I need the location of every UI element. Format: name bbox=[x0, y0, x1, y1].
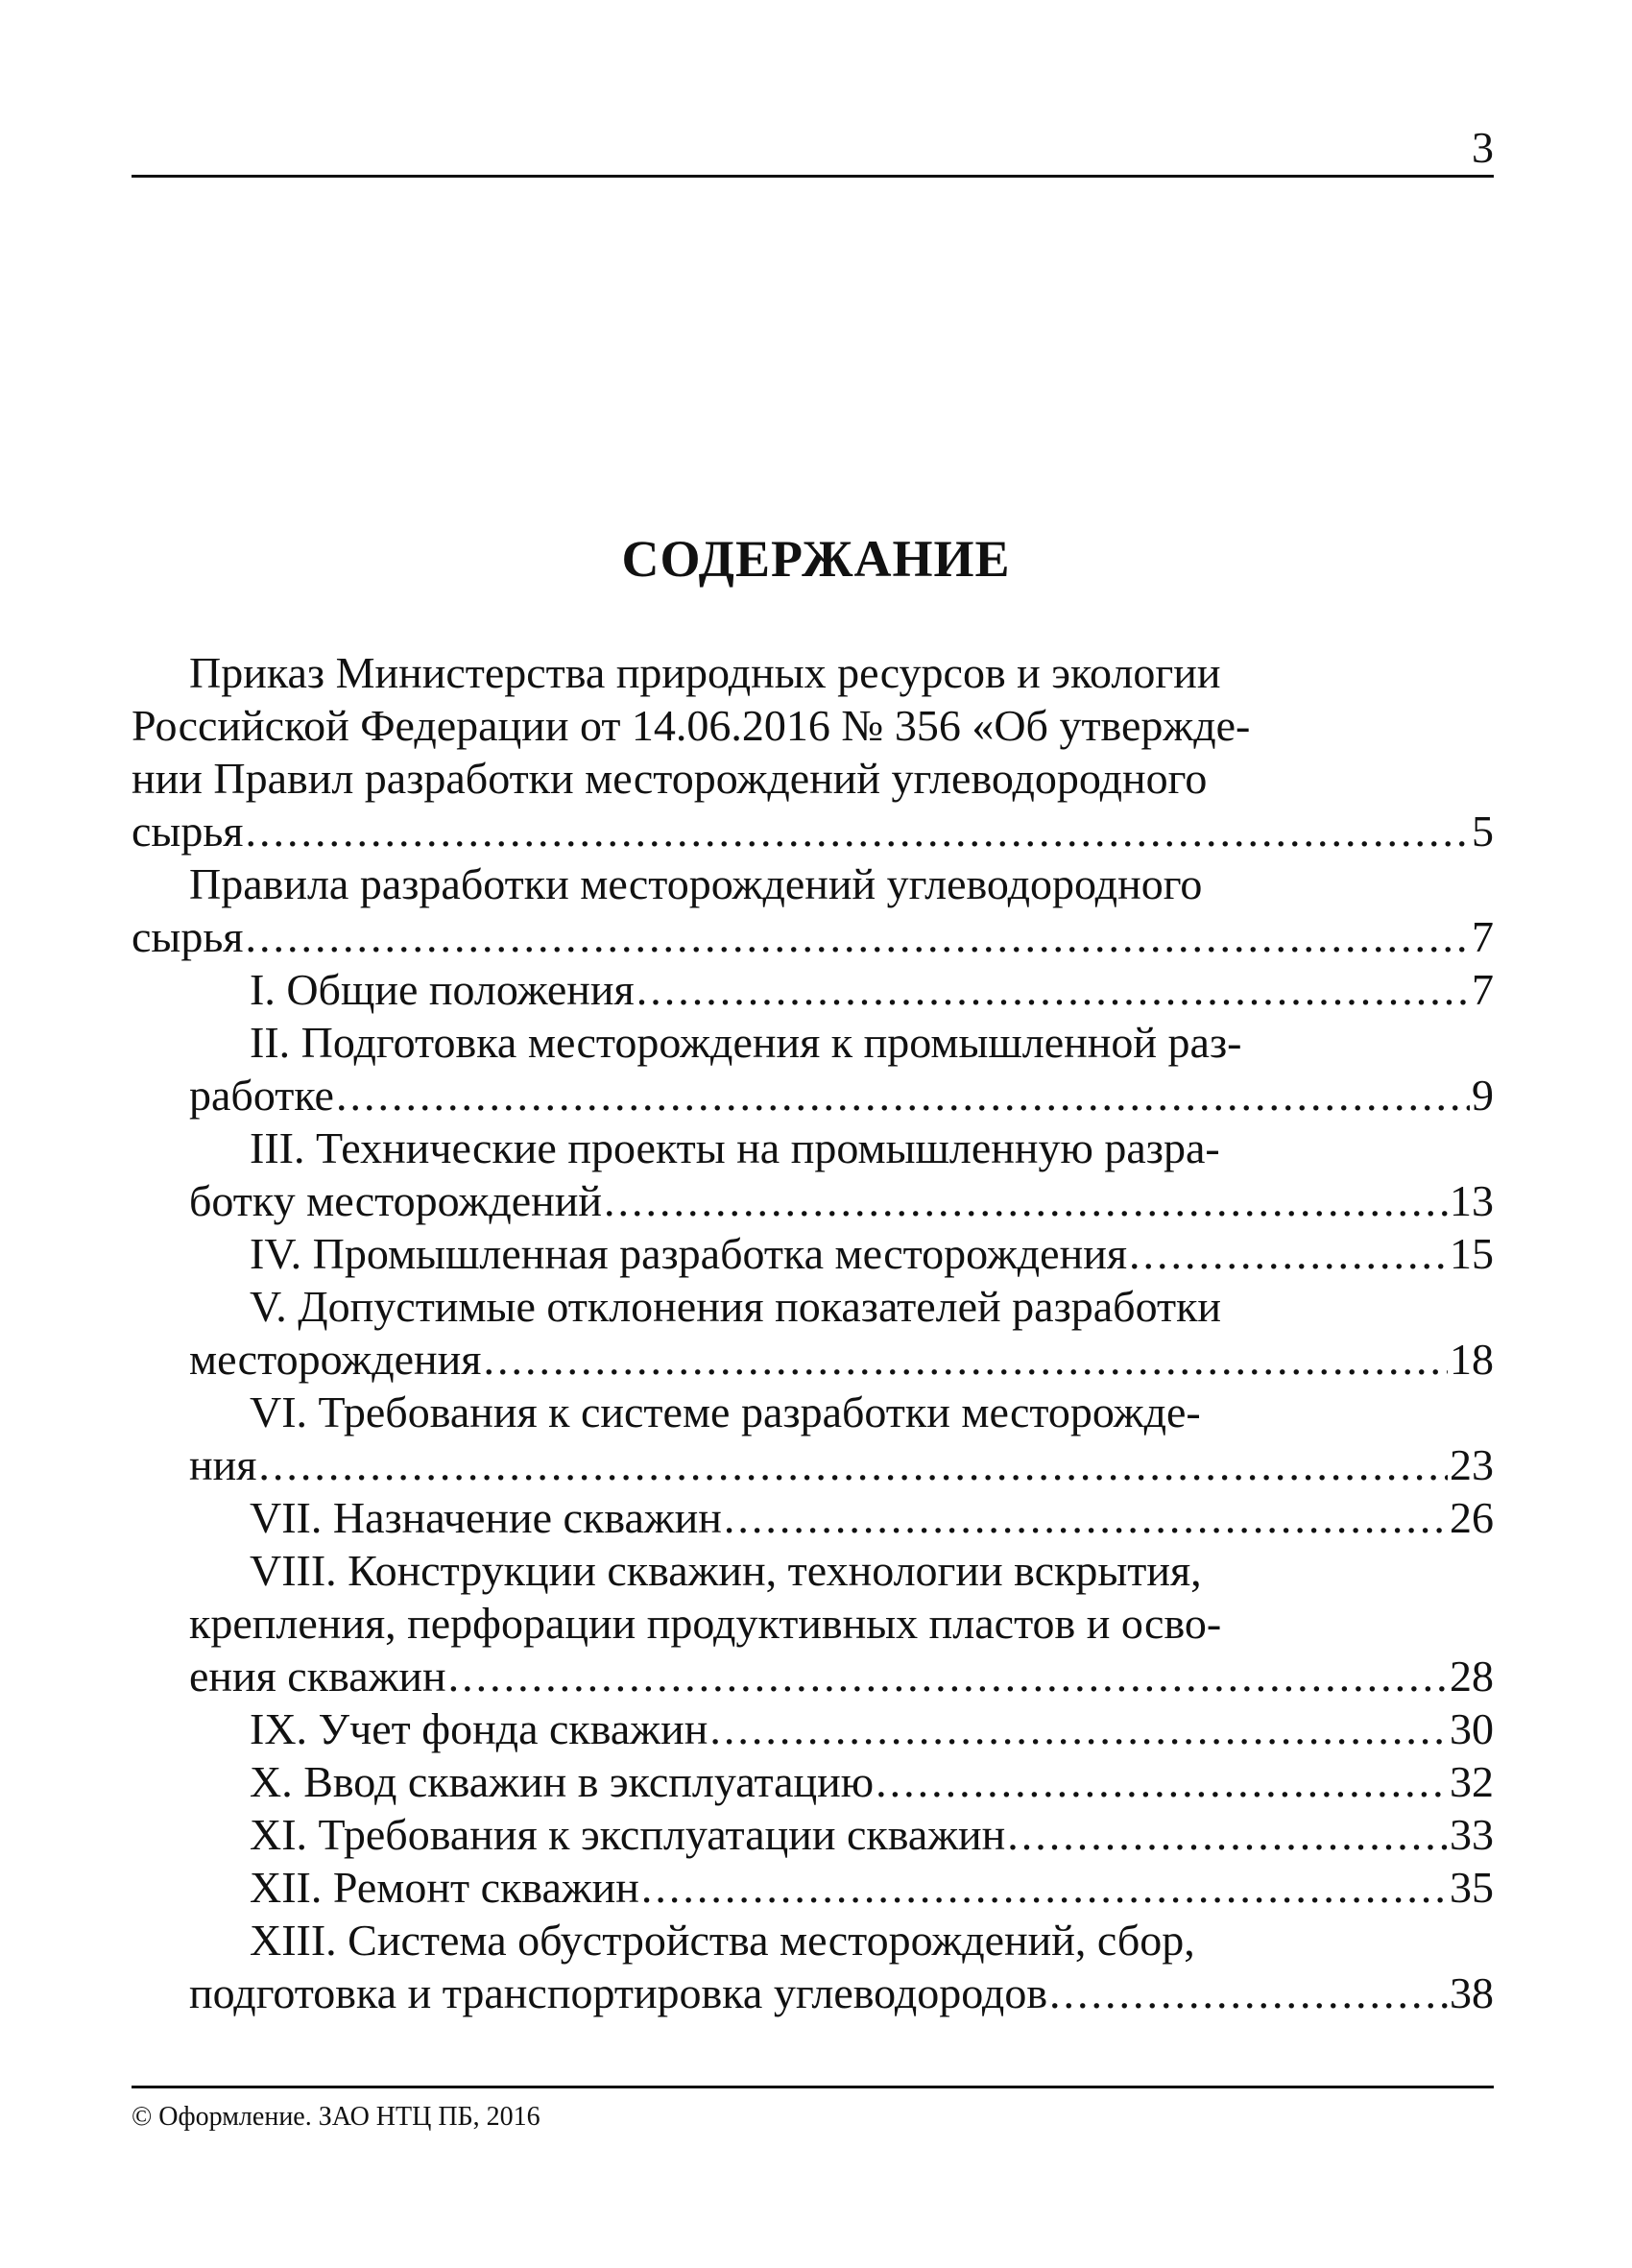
toc-entry-line: крепления, перфорации продуктивных пластов и осво- bbox=[189, 1599, 1222, 1648]
toc-leader-dots bbox=[336, 1069, 1470, 1122]
toc-entry-line: VIII. Конструкции скважин, технологии вскрытия, bbox=[250, 1546, 1202, 1595]
toc-entry-order[interactable] bbox=[132, 646, 1494, 857]
toc-leader-dots bbox=[483, 1333, 1448, 1386]
toc-entry-line: Приказ Министерства природных ресурсов и экологии bbox=[189, 648, 1221, 697]
toc-entry-s9[interactable] bbox=[189, 1702, 1494, 1755]
toc-leader-dots bbox=[1129, 1227, 1448, 1280]
toc-page-number: 5 bbox=[1472, 807, 1494, 856]
toc-leader-dots bbox=[876, 1755, 1448, 1808]
toc-entry-title: месторождения bbox=[189, 1335, 482, 1384]
toc-entry-s3[interactable] bbox=[189, 1122, 1494, 1227]
toc-leader-dots bbox=[448, 1650, 1448, 1702]
toc-entry-title: ения скважин bbox=[189, 1652, 446, 1701]
toc-leader-dots bbox=[258, 1438, 1448, 1491]
toc-entry-line: Правила разработки месторождений углеводородного bbox=[189, 859, 1203, 908]
toc-entry-s1[interactable] bbox=[189, 963, 1494, 1016]
toc-leader-dots bbox=[245, 910, 1470, 963]
toc-leader-dots bbox=[1049, 1966, 1448, 2019]
toc-entry-title: сырья bbox=[132, 912, 244, 961]
toc-entry-title: X. Ввод скважин в эксплуатацию bbox=[250, 1757, 875, 1806]
toc-leader-dots bbox=[636, 963, 1470, 1016]
toc-page-number: 18 bbox=[1450, 1335, 1494, 1384]
toc-entry-title: работке bbox=[189, 1071, 334, 1120]
table-of-contents bbox=[132, 646, 1494, 2019]
toc-entry-s7[interactable] bbox=[189, 1491, 1494, 1544]
toc-page-number: 23 bbox=[1450, 1440, 1494, 1489]
toc-leader-dots bbox=[724, 1491, 1448, 1544]
toc-entry-title: XII. Ремонт скважин bbox=[250, 1863, 639, 1912]
toc-entry-s8[interactable] bbox=[189, 1544, 1494, 1702]
toc-title: СОДЕРЖАНИЕ bbox=[621, 530, 1011, 588]
toc-entry-line: II. Подготовка месторождения к промышленной раз- bbox=[250, 1018, 1242, 1067]
toc-page-number: 13 bbox=[1450, 1176, 1494, 1225]
toc-entry-s12[interactable] bbox=[189, 1861, 1494, 1914]
toc-leader-dots bbox=[604, 1174, 1448, 1227]
toc-page-number: 15 bbox=[1450, 1229, 1494, 1278]
toc-entry-title: ботку месторождений bbox=[189, 1176, 602, 1225]
toc-page-number: 28 bbox=[1450, 1652, 1494, 1701]
toc-entry-rules[interactable] bbox=[132, 857, 1494, 963]
footer-rule bbox=[132, 2086, 1494, 2088]
toc-entry-title: сырья bbox=[132, 807, 244, 856]
toc-page-number: 30 bbox=[1450, 1704, 1494, 1753]
toc-entry-title: I. Общие положения bbox=[250, 965, 635, 1014]
toc-entry-s13[interactable] bbox=[189, 1914, 1494, 2019]
toc-entry-s4[interactable] bbox=[189, 1227, 1494, 1280]
toc-entry-line: Российской Федерации от 14.06.2016 № 356 «Об утвержде- bbox=[132, 701, 1251, 750]
toc-page-number: 7 bbox=[1472, 912, 1494, 961]
toc-leader-dots bbox=[1007, 1808, 1448, 1861]
toc-page-number: 33 bbox=[1450, 1810, 1494, 1859]
toc-entry-line: нии Правил разработки месторождений углеводородного bbox=[132, 754, 1208, 803]
toc-page-number: 7 bbox=[1472, 965, 1494, 1014]
toc-entry-title: подготовка и транспортировка углеводородов bbox=[189, 1968, 1048, 2017]
toc-entry-title: XI. Требования к эксплуатации скважин bbox=[250, 1810, 1006, 1859]
toc-entry-title: IV. Промышленная разработка месторождения bbox=[250, 1229, 1127, 1278]
toc-entry-title: IX. Учет фонда скважин bbox=[250, 1704, 708, 1753]
toc-page-number: 9 bbox=[1472, 1071, 1494, 1120]
toc-entry-s2[interactable] bbox=[189, 1016, 1494, 1122]
toc-entry-s11[interactable] bbox=[189, 1808, 1494, 1861]
toc-entry-line: V. Допустимые отклонения показателей разработки bbox=[250, 1282, 1222, 1331]
toc-leader-dots bbox=[245, 805, 1470, 857]
toc-entry-line: III. Технические проекты на промышленную разра- bbox=[250, 1123, 1220, 1172]
toc-entry-s6[interactable] bbox=[189, 1386, 1494, 1491]
toc-page-number: 32 bbox=[1450, 1757, 1494, 1806]
toc-entry-s10[interactable] bbox=[189, 1755, 1494, 1808]
toc-entry-s5[interactable] bbox=[189, 1280, 1494, 1386]
header-rule bbox=[132, 175, 1494, 178]
toc-entry-title: ния bbox=[189, 1440, 257, 1489]
toc-page-number: 35 bbox=[1450, 1863, 1494, 1912]
toc-leader-dots bbox=[709, 1702, 1448, 1755]
toc-page-number: 26 bbox=[1450, 1493, 1494, 1542]
toc-entry-line: XIII. Система обустройства месторождений, сбор, bbox=[250, 1916, 1195, 1965]
toc-leader-dots bbox=[641, 1861, 1448, 1914]
footer-copyright: © Оформление. ЗАО НТЦ ПБ, 2016 bbox=[132, 2102, 540, 2132]
toc-page-number: 38 bbox=[1450, 1968, 1494, 2017]
toc-entry-line: VI. Требования к системе разработки месторожде- bbox=[250, 1387, 1201, 1436]
page-number: 3 bbox=[1472, 123, 1494, 172]
toc-entry-title: VII. Назначение скважин bbox=[250, 1493, 722, 1542]
